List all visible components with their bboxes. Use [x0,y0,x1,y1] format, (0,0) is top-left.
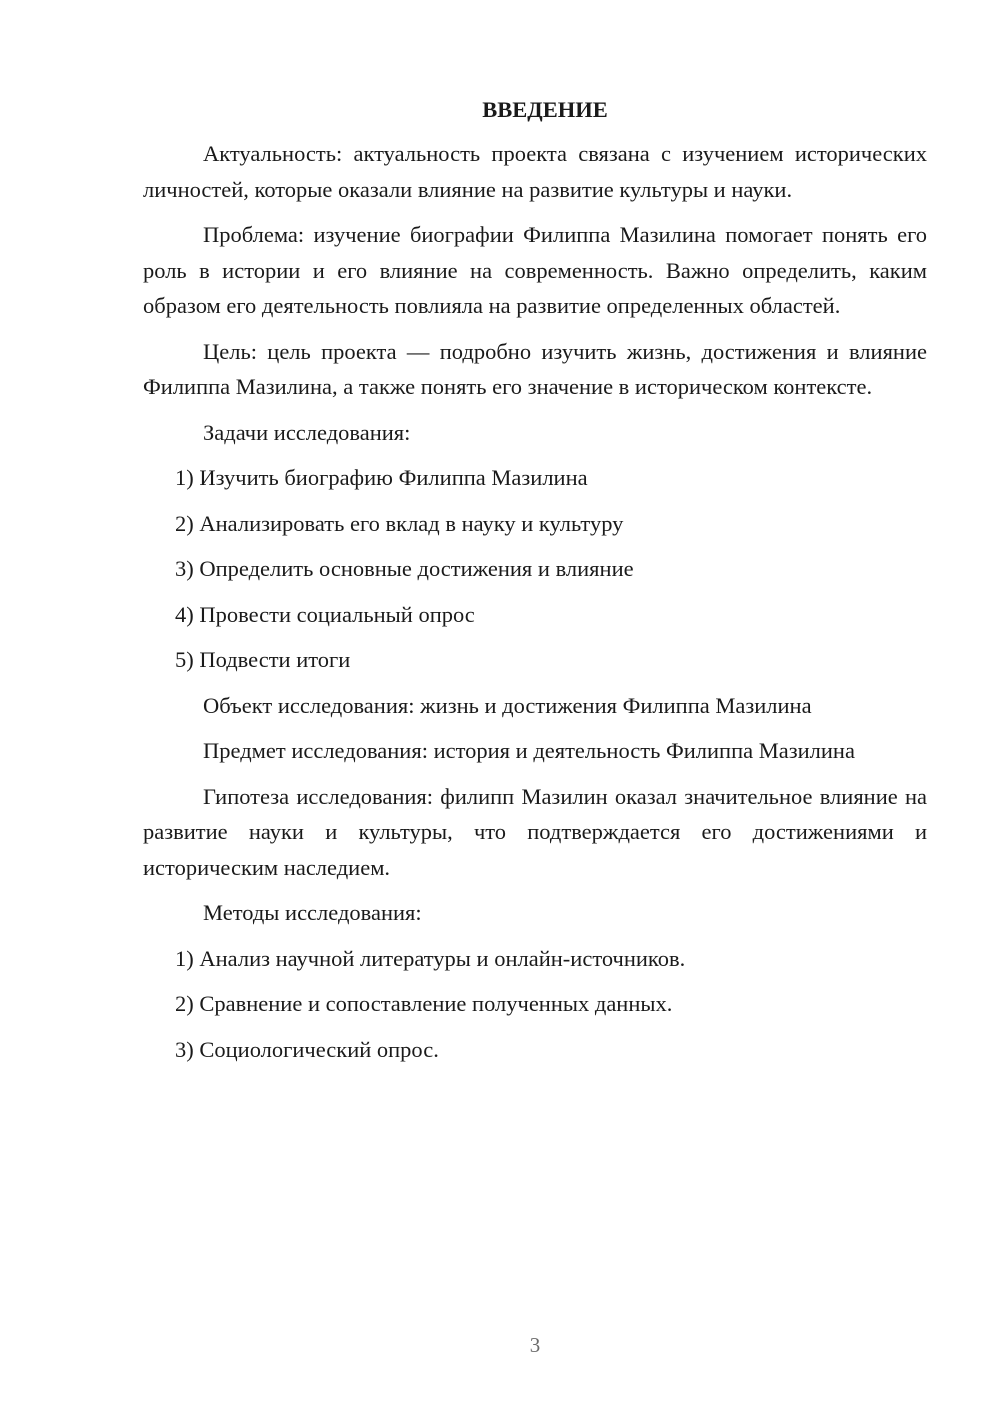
hypothesis-paragraph: Гипотеза исследования: филипп Мазилин оказал значительное влияние на развитие науки и культуры, что подтверждается его достижениями и историческим наследием. [143,783,927,880]
page-content [143,92,927,1077]
method-item: 3) Социологический опрос. [175,1036,439,1062]
task-item: 5) Подвести итоги [175,647,351,672]
methods-heading: Методы исследования: [203,900,422,925]
problem-paragraph: Проблема: изучение биографии Филиппа Мазилина помогает понять его роль в истории и его влияние на современность. Важно определить, каким образом его деятельность повлияла на развитие определенных областей. [143,222,927,318]
research-object: Объект исследования: жизнь и достижения Филиппа Мазилина [203,692,812,718]
task-item: 2) Анализировать его вклад в науку и культуру [175,510,624,536]
method-item: 2) Сравнение и сопоставление полученных данных. [175,991,673,1016]
task-item: 3) Определить основные достижения и влияние [175,556,634,581]
page-title: ВВЕДЕНИЕ [482,97,608,122]
task-item: 1) Изучить биографию Филиппа Мазилина [175,465,588,490]
research-subject: Предмет исследования: история и деятельность Филиппа Мазилина [203,738,855,763]
relevance-paragraph: Актуальность: актуальность проекта связана с изучением исторических личностей, которые оказали влияние на развитие культуры и науки. [143,141,927,202]
method-item: 1) Анализ научной литературы и онлайн-источников. [175,945,686,971]
task-item: 4) Провести социальный опрос [175,601,475,627]
page-number: 3 [529,1333,541,1357]
goal-paragraph: Цель: цель проекта — подробно изучить жизнь, достижения и влияние Филиппа Мазилина, а также понять его значение в историческом контексте. [143,338,927,399]
tasks-heading: Задачи исследования: [203,419,411,445]
